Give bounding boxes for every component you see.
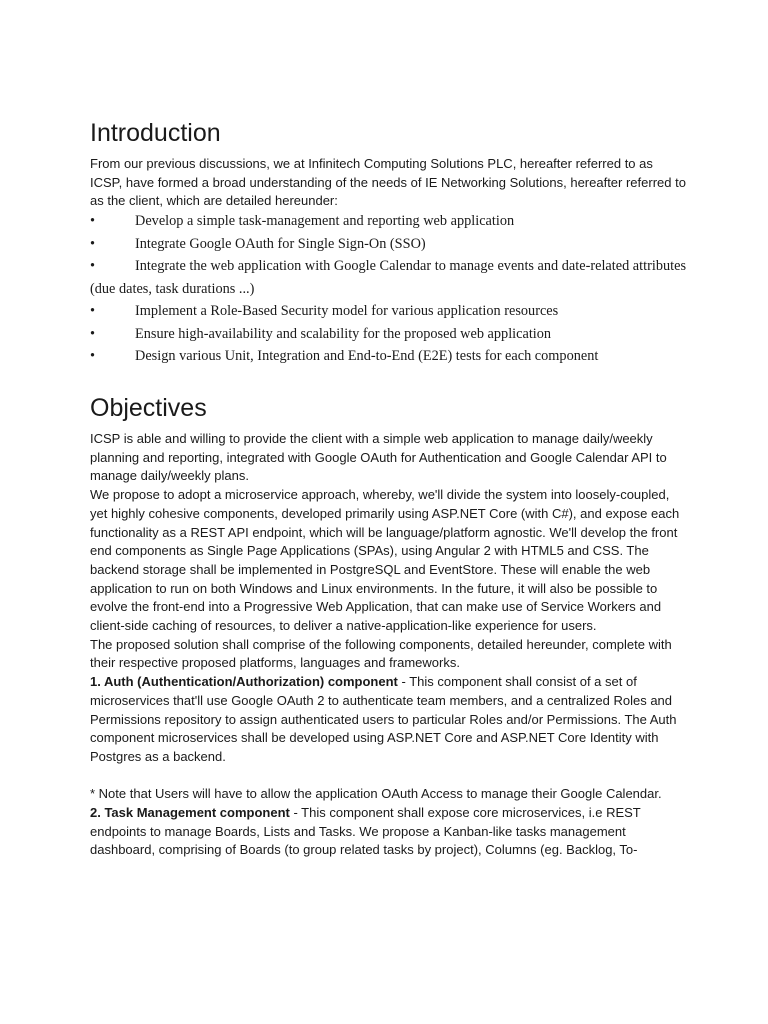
introduction-paragraph: From our previous discussions, we at Infinitech Computing Solutions PLC, hereafter referred to as ICSP, have formed a broad understanding of the needs of IE Networking Solutions, hereafter referred to as the client, which are detailed hereunder: — [90, 156, 686, 209]
bullet-icon: • — [90, 325, 96, 342]
auth-component-text: - This component shall consist of a set of microservices that'll use Google OAuth 2 to authenticate team members, and a centralized Roles and Permissions repository to assign authenticated users to particular Roles and/or Permissions. The Auth component microservices shall be developed using ASP.NET Core and ASP.NET Core Identity with Postgres as a backend. — [90, 674, 677, 764]
objectives-paragraph-3: The proposed solution shall comprise of the following components, detailed hereunder, complete with their respective proposed platforms, languages and frameworks. — [90, 636, 672, 671]
oauth-note: * Note that Users will have to allow the application OAuth Access to manage their Google Calendar. — [90, 786, 662, 802]
objectives-body — [90, 430, 682, 860]
task-component-text: - This component shall expose core microservices, i.e REST endpoints to manage Boards, Lists and Tasks. We propose a Kanban-like tasks management dashboard, comprising of Boards (to group related tasks by project), Columns (eg. Backlog, To- — [90, 805, 641, 858]
list-item: • Implement a Role-Based Security model for various application resources — [90, 300, 690, 323]
bullet-icon: • — [90, 258, 96, 274]
task-component-paragraph — [90, 804, 682, 860]
requirements-list — [90, 210, 690, 368]
spacer — [90, 767, 682, 786]
task-component-title: 2. Task Management component — [90, 805, 290, 821]
auth-component-title: 1. Auth (Authentication/Authorization) component — [90, 674, 398, 690]
bullet-icon: • — [90, 348, 96, 364]
bullet-icon: • — [90, 303, 96, 319]
auth-component-paragraph — [90, 673, 682, 767]
introduction-heading: Introduction — [90, 119, 221, 147]
objectives-paragraph-1: ICSP is able and willing to provide the client with a simple web application to manage daily/weekly planning and reporting, integrated with Google OAuth for Authentication and Google Calendar API to manage daily/weekly plans. — [90, 431, 667, 484]
list-item: • Ensure high-availability and scalability for the proposed web application — [90, 323, 690, 346]
bullet-icon: • — [90, 235, 96, 252]
bullet-icon: • — [90, 213, 96, 229]
list-item: • Integrate Google OAuth for Single Sign-On (SSO) — [90, 233, 690, 256]
objectives-paragraph-2: We propose to adopt a microservice approach, whereby, we'll divide the system into loosely-coupled, yet highly cohesive components, developed primarily using ASP.NET Core (with C#), and expose each functionality as a REST API endpoint, which will be language/platform agnostic. We'll develop the front end components as Single Page Applications (SPAs), using Angular 2 with HTML5 and CSS. The backend storage shall be implemented in PostgreSQL and EventStore. These will enable the web application to run on both Windows and Linux environments. In the future, it will also be possible to evolve the front-end into a Progressive Web Application, that can make use of Service Workers and client-side caching of resources, to deliver a native-application-like experience for users. — [90, 487, 680, 634]
list-item: • Integrate the web application with Google Calendar to manage events and date-related attributes (due dates, task durations ...) — [90, 255, 690, 300]
list-item: • Design various Unit, Integration and End-to-End (E2E) tests for each component — [90, 345, 690, 368]
list-item: • Develop a simple task-management and reporting web application — [90, 210, 690, 233]
objectives-heading: Objectives — [90, 394, 207, 422]
